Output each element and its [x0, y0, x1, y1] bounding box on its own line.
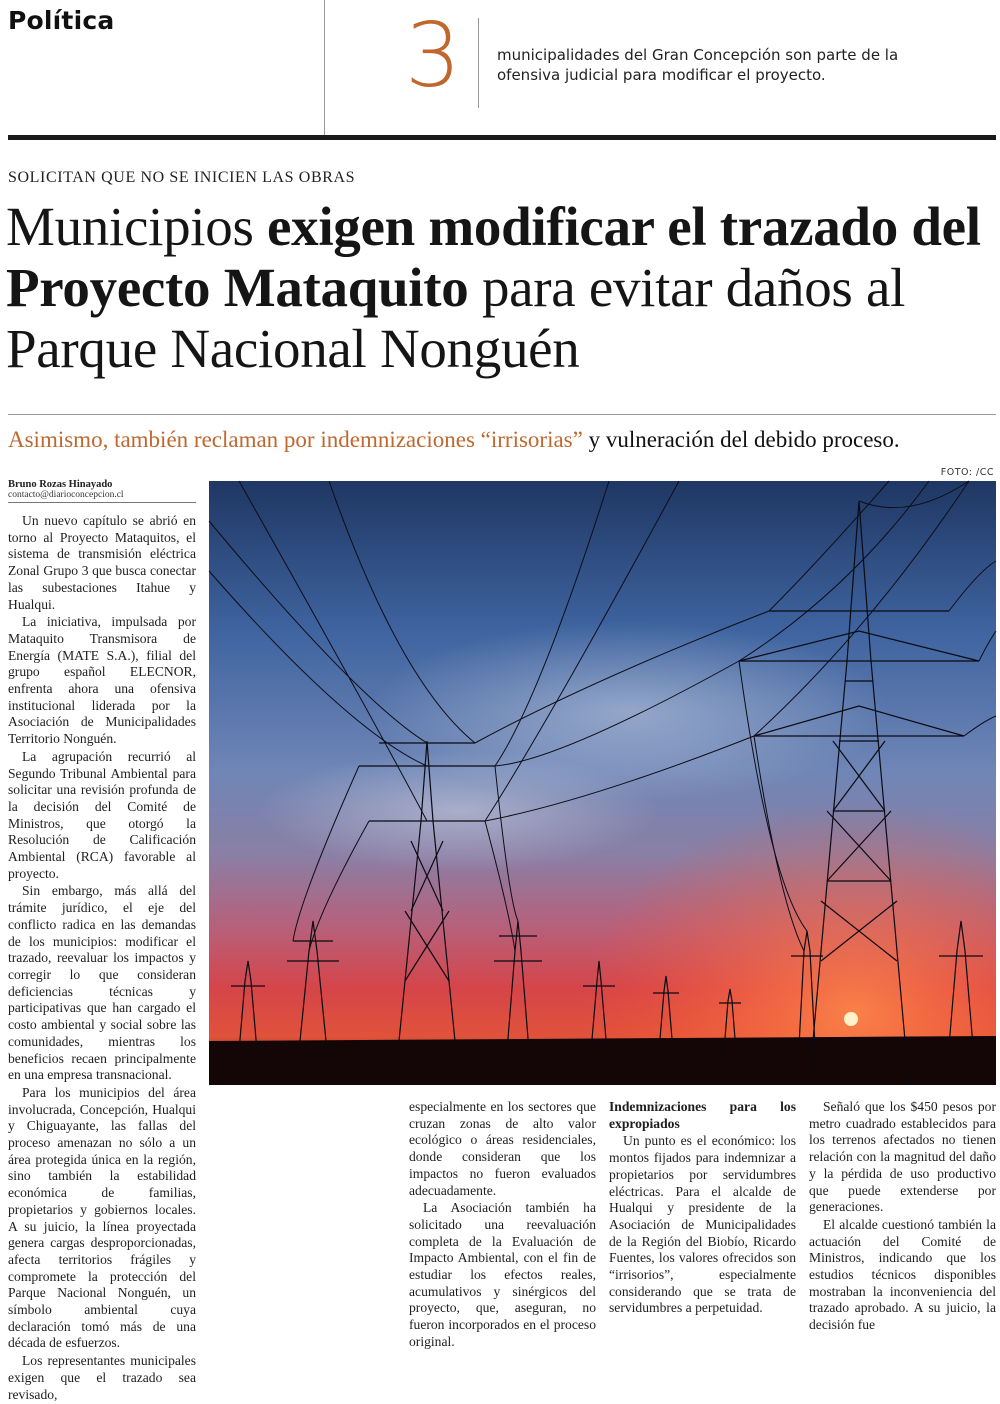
header-rule [8, 135, 996, 140]
paragraph: Sin embargo, más allá del trámite jurídico, el eje del conflicto radica en las demandas de los municipios: modificar el trazado, reevaluar los impactos y corregir lo que consideran deficiencias técnicas y participativas que han cargado el costo ambiental y social sobre las comunidades, mientras los beneficios recaen principalmente en una empresa transnacional. [8, 883, 196, 1083]
subsection-heading: Indemnizaciones para los expropiados [609, 1099, 796, 1131]
paragraph: El alcalde cuestionó también la actuación del Comité de Ministros, indicando que los estudios técnicos disponibles mostraban la inconveniencia del trazado aprobado. A su juicio, la decisión fue [809, 1216, 996, 1333]
article-column-4 [809, 1099, 996, 1335]
header-divider [324, 0, 325, 136]
headline-part1: Municipios [6, 196, 268, 257]
paragraph: Un punto es el económico: los montos fijados para indemnizar a propietarios por servidumbres eléctricas. Para el alcalde de Hualqui y presidente de la Asociación de Municipalidades de la Región del Biobío, Ricardo Fuentes, los valores ofrecidos son “irrisorios”, especialmente considerando que se trata de servidumbres a perpetuidad. [609, 1133, 796, 1316]
headline-part2: exigen modificar el trazado del Proyecto Mataquito [6, 196, 981, 318]
subhead-accent: Asimismo, también reclaman por indemnizaciones “irrisorias” [8, 427, 583, 452]
byline-name: Bruno Rozas Hinayado [8, 479, 113, 490]
section-label: Política [8, 6, 115, 35]
paragraph: Un nuevo capítulo se abrió en torno al Proyecto Mataquitos, el sistema de transmisión eléctrica Zonal Grupo 3 que busca conectar las subestaciones Itahue y Hualqui. [8, 513, 196, 612]
stat-text: municipalidades del Gran Concepción son parte de la ofensiva judicial para modificar el proyecto. [497, 46, 899, 84]
paragraph: Los representantes municipales exigen que el trazado sea revisado, [8, 1353, 196, 1402]
paragraph: especialmente en los sectores que cruzan zonas de alto valor ecológico o áreas residenciales, donde consideran que los impactos no fueron evaluados adecuadamente. [409, 1099, 596, 1198]
article-column-2 [409, 1099, 596, 1352]
byline-email: contacto@diarioconcepcion.cl [8, 490, 124, 500]
article-photo [209, 481, 996, 1085]
stat-divider [478, 18, 479, 108]
paragraph: La iniciativa, impulsada por Mataquito Transmisora de Energía (MATE S.A.), filial del grupo español ELECNOR, enfrenta ahora una ofensiva institucional liderada por la Asociación de Municipalidades Territorio Nonguén. [8, 614, 196, 747]
transmission-towers-illustration [209, 481, 996, 1085]
headline-rule [8, 414, 996, 415]
headline [6, 196, 996, 379]
article-column-3 [609, 1099, 796, 1318]
stat-number: 3 [405, 4, 461, 107]
byline-rule [8, 502, 196, 503]
subhead [8, 425, 998, 455]
paragraph: Para los municipios del área involucrada, Concepción, Hualqui y Chiguayante, las fallas del proceso amenazan no sólo a un área protegida única en la región, sino también la estabilidad económica de familias, propietarios y gobiernos locales. A su juicio, la línea proyectada genera cargas desproporcionadas, afecta territorios frágiles y compromete la protección del Parque Nacional Nonguén, un símbolo ambiental cuya declaración tomó más de una década de esfuerzos. [8, 1084, 196, 1351]
kicker: SOLICITAN QUE NO SE INICIEN LAS OBRAS [8, 169, 356, 186]
photo-credit: FOTO: /CC [940, 467, 994, 478]
paragraph: La Asociación también ha solicitado una reevaluación completa de la Evaluación de Impacto Ambiental, con el fin de estudiar los efectos reales, acumulativos y sinérgicos del proyecto, que, aseguran, no fueron incorporados en el proceso original. [409, 1200, 596, 1349]
subhead-rest: y vulneración del debido proceso. [582, 427, 900, 452]
headline-part3: para evitar daños al Parque Nacional Nonguén [6, 257, 906, 379]
paragraph: La agrupación recurrió al Segundo Tribunal Ambiental para solicitar una revisión profunda de la decisión del Comité de Ministros, que otorgó la Resolución de Calificación Ambiental (RCA) favorable al proyecto. [8, 748, 196, 881]
paragraph: Señaló que los $450 pesos por metro cuadrado establecidos para los terrenos afectados no tienen relación con la magnitud del daño y la pérdida de uso productivo que puede extenderse por generaciones. [809, 1099, 996, 1215]
article-column-1 [8, 513, 196, 1404]
